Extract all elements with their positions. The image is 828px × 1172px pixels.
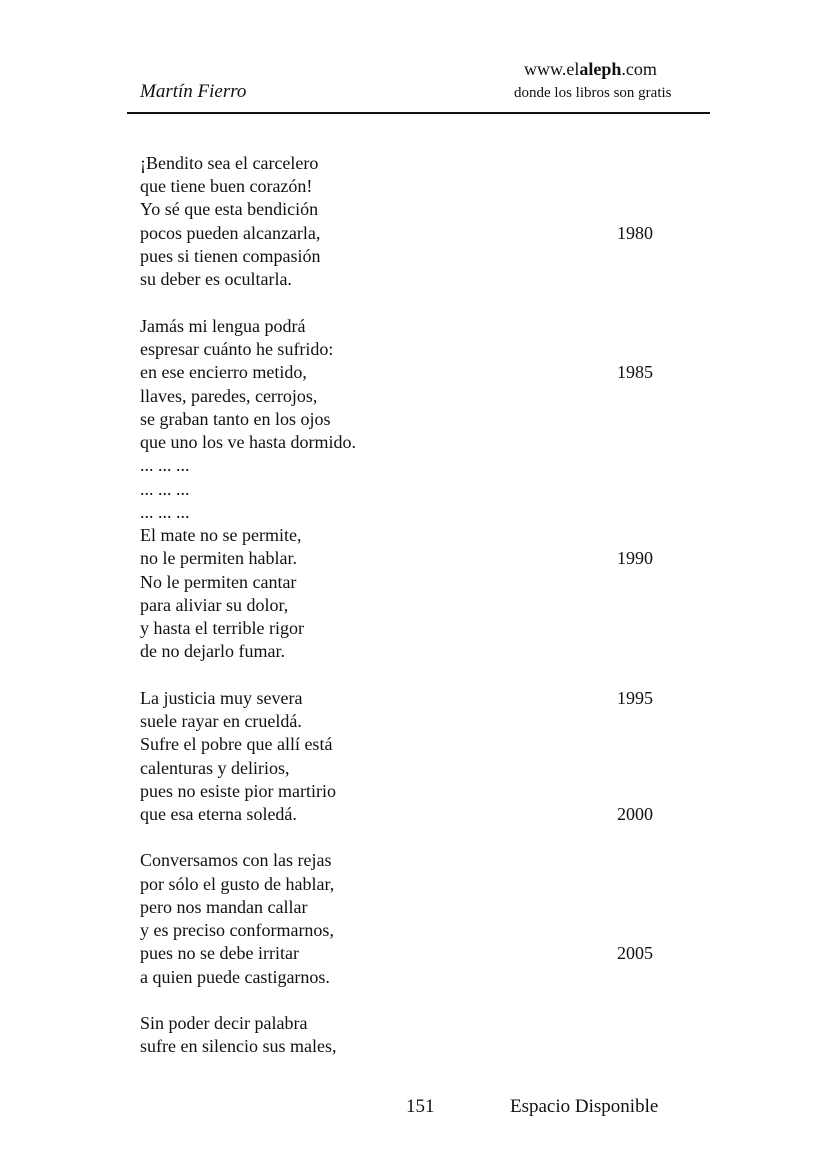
site-url-brand: aleph (579, 59, 622, 79)
line-number: 1995 (617, 688, 653, 708)
verse-line: en ese encierro metido, (140, 362, 307, 382)
ellipsis-line: ... ... ... (140, 502, 190, 522)
verse-line: pocos pueden alcanzarla, (140, 223, 321, 243)
verse-line: Conversamos con las rejas (140, 850, 332, 870)
site-url (524, 57, 657, 81)
verse-line: Sin poder decir palabra (140, 1013, 308, 1033)
verse-line: y es preciso conformarnos, (140, 920, 334, 940)
footer-label: Espacio Disponible (510, 1096, 659, 1117)
verse-line: por sólo el gusto de hablar, (140, 874, 335, 894)
ellipsis-line: ... ... ... (140, 455, 190, 475)
verse-line: a quien puede castigarnos. (140, 967, 330, 987)
line-number: 1990 (617, 548, 653, 568)
verse-line: No le permiten cantar (140, 572, 297, 592)
page-number: 151 (406, 1096, 435, 1117)
verse-line: pues no esiste pior martirio (140, 781, 336, 801)
verse-line: pues no se debe irritar (140, 943, 299, 963)
verse-line: para aliviar su dolor, (140, 595, 289, 615)
verse-line: pues si tienen compasión (140, 246, 321, 266)
verse-line: El mate no se permite, (140, 525, 302, 545)
verse-line: no le permiten hablar. (140, 548, 297, 568)
header-divider (127, 112, 710, 114)
line-number: 1985 (617, 362, 653, 382)
verse-line: de no dejarlo fumar. (140, 641, 285, 661)
verse-line: espresar cuánto he sufrido: (140, 339, 334, 359)
verse-line: sufre en silencio sus males, (140, 1036, 337, 1056)
verse-line: Yo sé que esta bendición (140, 199, 319, 219)
verse-line: ¡Bendito sea el carcelero (140, 153, 319, 173)
verse-line: suele rayar en crueldá. (140, 711, 302, 731)
site-url-suffix: .com (621, 59, 657, 79)
line-number: 2000 (617, 804, 653, 824)
verse-line: Sufre el pobre que allí está (140, 734, 333, 754)
verse-line: que esa eterna soledá. (140, 804, 297, 824)
site-tagline: donde los libros son gratis (514, 85, 672, 101)
verse-line: Jamás mi lengua podrá (140, 316, 306, 336)
line-number: 2005 (617, 943, 653, 963)
verse-line: llaves, paredes, cerrojos, (140, 386, 318, 406)
verse-line: su deber es ocultarla. (140, 269, 292, 289)
ellipsis-line: ... ... ... (140, 479, 190, 499)
verse-line: que tiene buen corazón! (140, 176, 313, 196)
verse-line: La justicia muy severa (140, 688, 303, 708)
verse-line: calenturas y delirios, (140, 758, 290, 778)
verse-line: pero nos mandan callar (140, 897, 308, 917)
verse-line: y hasta el terrible rigor (140, 618, 304, 638)
verse-line: que uno los ve hasta dormido. (140, 432, 356, 452)
book-title: Martín Fierro (140, 81, 247, 102)
verse-line: se graban tanto en los ojos (140, 409, 331, 429)
line-number: 1980 (617, 223, 653, 243)
site-url-prefix: www.el (524, 59, 580, 79)
